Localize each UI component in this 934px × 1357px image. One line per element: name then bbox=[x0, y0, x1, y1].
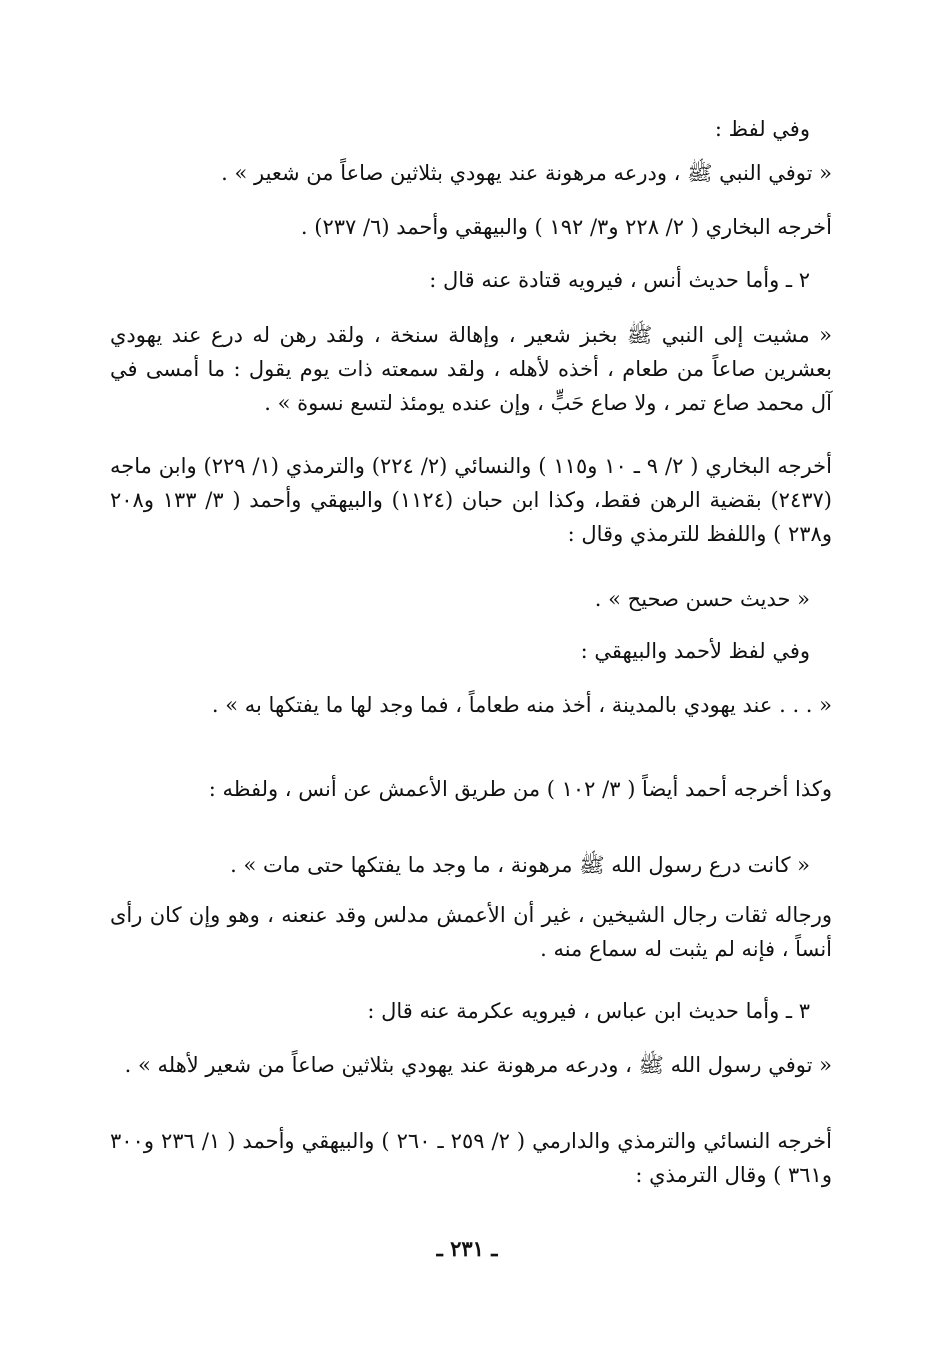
paragraph: وفي لفظ لأحمد والبيهقي : bbox=[580, 639, 810, 663]
paragraph: ورجاله ثقات رجال الشيخين ، غير أن الأعمش مدلس وقد عنعنه ، وهو وإن كان رأى أنساً ، فإنه لم يثبت له سماع منه . bbox=[110, 903, 832, 961]
quote-paragraph: « حديث حسن صحيح » . bbox=[594, 587, 810, 611]
section-heading: ٣ ـ وأما حديث ابن عباس ، فيرويه عكرمة عنه قال : bbox=[367, 999, 810, 1023]
quote-paragraph: « . . . عند يهودي بالمدينة ، أخذ منه طعاماً ، فما وجد لها ما يفتكها به » . bbox=[211, 693, 832, 717]
quote-paragraph: « توفي رسول الله ﷺ ، ودرعه مرهونة عند يهودي بثلاثين صاعاً من شعير لأهله » . bbox=[124, 1053, 832, 1077]
section-heading: ٢ ـ وأما حديث أنس ، فيرويه قتادة عنه قال : bbox=[429, 268, 810, 292]
citation-paragraph: أخرجه البخاري ( ٢/ ٢٢٨ و٣/ ١٩٢ ) والبيهقي وأحمد (٦/ ٢٣٧) . bbox=[300, 215, 832, 239]
citation-paragraph: أخرجه النسائي والترمذي والدارمي ( ٢/ ٢٥٩ ـ ٢٦٠ ) والبيهقي وأحمد ( ١/ ٢٣٦ و٣٠٠ و٣٦١ ) وقال الترمذي : bbox=[110, 1129, 832, 1187]
citation-paragraph: أخرجه البخاري ( ٢/ ٩ ـ ١٠ و١١٥ ) والنسائي (٢/ ٢٢٤) والترمذي (١/ ٢٢٩) وابن ماجه (٢٤٣٧) بقضية الرهن فقط، وكذا ابن حبان (١١٢٤) والبيهقي وأحمد ( ٣/ ١٣٣ و٢٠٨ و٢٣٨ ) واللفظ للترمذي وقال : bbox=[110, 454, 832, 546]
citation-paragraph: وكذا أخرجه أحمد أيضاً ( ٣/ ١٠٢ ) من طريق الأعمش عن أنس ، ولفظه : bbox=[208, 777, 832, 801]
quote-paragraph: « مشيت إلى النبي ﷺ بخبز شعير ، وإهالة سنخة ، ولقد رهن له درع عند يهودي بعشرين صاعاً من طعام ، أخذه لأهله ، ولقد سمعته ذات يوم يقول : ما أمسى في آل محمد صاع تمر ، ولا صاع حَبٍّ ، وإن عنده يومئذ لتسع نسوة » . bbox=[110, 323, 832, 415]
quote-paragraph: « كانت درع رسول الله ﷺ مرهونة ، ما وجد ما يفتكها حتى مات » . bbox=[230, 853, 810, 877]
page-number: ـ ٢٣١ ـ bbox=[436, 1236, 498, 1261]
quote-paragraph: « توفي النبي ﷺ ، ودرعه مرهونة عند يهودي بثلاثين صاعاً من شعير » . bbox=[221, 161, 832, 185]
paragraph: وفي لفظ : bbox=[714, 117, 810, 141]
